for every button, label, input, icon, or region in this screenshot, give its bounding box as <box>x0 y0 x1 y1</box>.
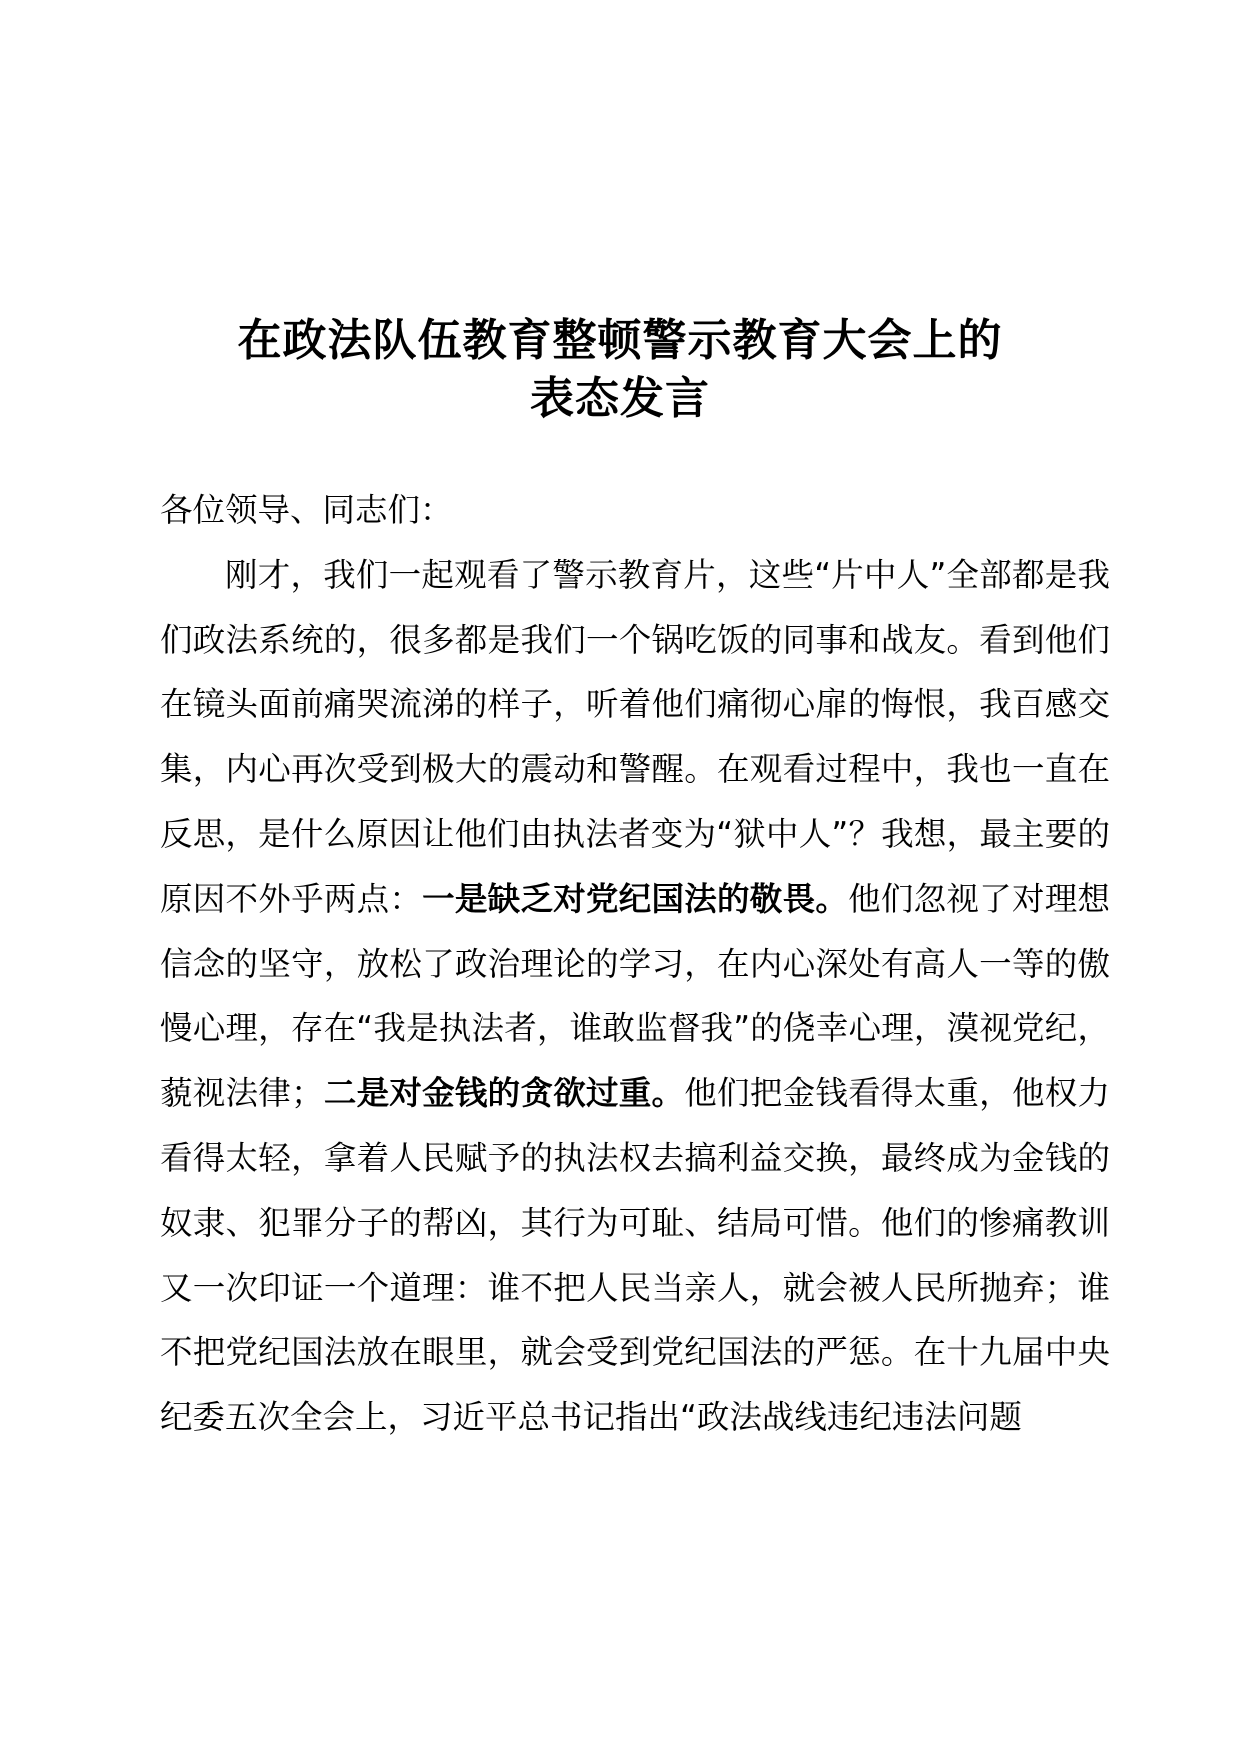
salutation: 各位领导、同志们： <box>160 491 453 529</box>
body-paragraph <box>160 543 1110 1450</box>
title-line-1: 在政法队伍教育整顿警示教育大会上的 <box>237 315 1003 367</box>
paragraph-text-2: 他们忽视了对理想信念的坚守，放松了政治理论的学习，在内心深处有高人一等的傲慢心理，存在“我是执法者，谁敢监督我”的侥幸心理，漠视党纪，藐视法律； <box>160 879 1110 1113</box>
paragraph-text-3: 他们把金钱看得太重，他权力看得太轻，拿着人民赋予的执法权去搞利益交换，最终成为金钱的奴隶、犯罪分子的帮凶，其行为可耻、结局可惜。他们的惨痛教训又一次印证一个道理：谁不把人民当亲人，就会被人民所抛弃；谁不把党纪国法放在眼里，就会受到党纪国法的严惩。在十九届中央纪委五次全会上，习近平总书记指出“政法战线违纪违法问题 <box>160 1074 1110 1437</box>
bold-point-2: 二是对金钱的贪欲过重。 <box>323 1074 685 1113</box>
document-body <box>160 478 1110 1450</box>
paragraph-text-1: 刚才，我们一起观看了警示教育片，这些“片中人”全部都是我们政法系统的，很多都是我们一个锅吃饭的同事和战友。看到他们在镜头面前痛哭流涕的样子，听着他们痛彻心扉的悔恨，我百感交集，内心再次受到极大的震动和警醒。在观看过程中，我也一直在反思，是什么原因让他们由执法者变为“狱中人”？我想，最主要的原因不外乎两点： <box>160 555 1110 918</box>
bold-point-1: 一是缺乏对党纪国法的敬畏。 <box>422 879 849 918</box>
document-title <box>0 312 1240 428</box>
title-line-2: 表态发言 <box>530 373 710 425</box>
